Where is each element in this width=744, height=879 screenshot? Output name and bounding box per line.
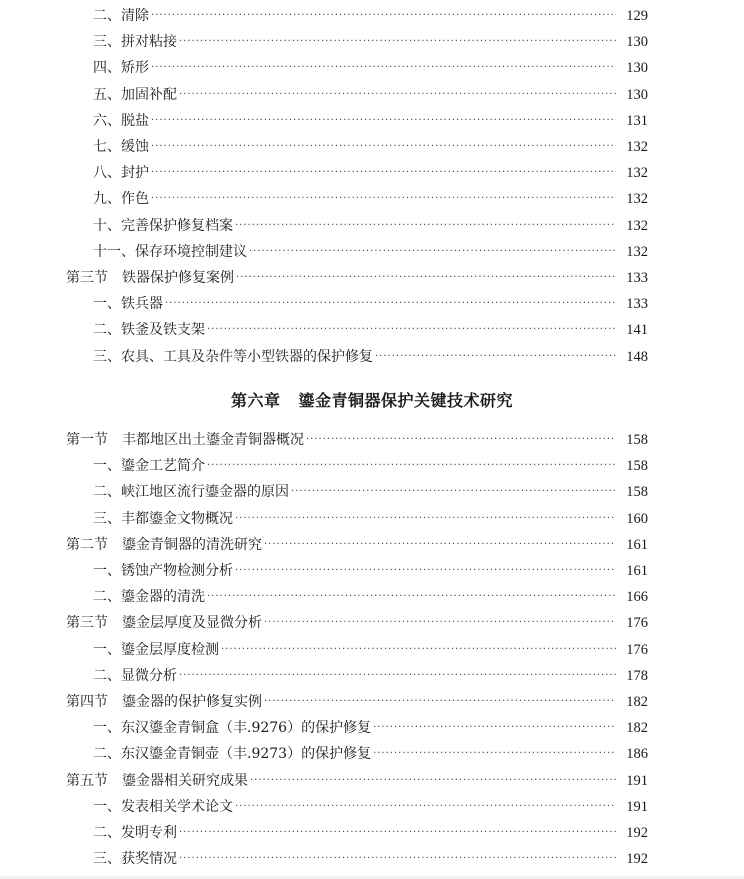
toc-entry-title xyxy=(93,589,205,605)
toc-entry[interactable] xyxy=(0,637,744,663)
dot-leader xyxy=(250,773,616,789)
toc-entry[interactable] xyxy=(0,663,744,689)
toc-entry[interactable] xyxy=(0,558,744,584)
toc-entry-text: 二、清除 xyxy=(93,8,149,25)
toc-entry-text: 八、封护 xyxy=(93,165,149,182)
toc-entry[interactable] xyxy=(0,846,744,872)
toc-page-number: 191 xyxy=(626,772,648,789)
toc-page-number: 130 xyxy=(626,86,648,103)
toc-entry-text: 六、脱盐 xyxy=(93,112,149,129)
toc-section-entry[interactable] xyxy=(0,689,744,715)
toc-entry-title xyxy=(66,773,248,789)
toc-entry-text: 二、峡江地区流行鎏金器的原因 xyxy=(93,484,289,501)
dot-leader xyxy=(236,270,616,286)
toc-entry[interactable] xyxy=(0,453,744,479)
dot-leader xyxy=(179,851,616,867)
toc-entry[interactable] xyxy=(0,317,744,343)
toc-entry-text: 一、鎏金工艺简介 xyxy=(93,458,205,475)
dot-leader xyxy=(264,615,616,631)
toc-page-number: 192 xyxy=(626,851,648,868)
toc-entry[interactable] xyxy=(0,794,744,820)
dot-leader xyxy=(151,60,616,76)
dot-leader xyxy=(373,746,616,762)
dot-leader xyxy=(264,537,616,553)
toc-entry-text: 二、发明专利 xyxy=(93,824,177,841)
toc-page-number: 158 xyxy=(626,458,648,475)
toc-entry-title xyxy=(93,322,205,338)
toc-entry-title xyxy=(66,694,262,710)
toc-entry-title xyxy=(93,218,233,234)
toc-section-entry[interactable] xyxy=(0,532,744,558)
dot-leader xyxy=(151,139,616,155)
toc-page-number: 132 xyxy=(626,191,648,208)
toc-list-part1 xyxy=(0,3,744,370)
toc-entry[interactable] xyxy=(0,584,744,610)
toc-entry[interactable] xyxy=(0,820,744,846)
toc-section-label: 第二节 xyxy=(66,536,108,553)
toc-section-entry[interactable] xyxy=(0,610,744,636)
dot-leader xyxy=(375,349,616,365)
toc-entry-text: 七、缓蚀 xyxy=(93,139,149,156)
toc-section-entry[interactable] xyxy=(0,427,744,453)
toc-entry-title xyxy=(93,511,233,527)
toc-page-number: 182 xyxy=(626,720,648,737)
toc-section-label: 第五节 xyxy=(66,772,108,789)
toc-entry[interactable] xyxy=(0,160,744,186)
toc-page-number: 130 xyxy=(626,60,648,77)
dot-leader xyxy=(291,484,616,500)
toc-entry-title xyxy=(93,8,149,24)
toc-page-number: 166 xyxy=(626,589,648,606)
toc-page-number: 132 xyxy=(626,139,648,156)
toc-entry-title xyxy=(93,191,149,207)
dot-leader xyxy=(151,113,616,129)
toc-entry-text: 四、矫形 xyxy=(93,60,149,77)
toc-entry-title xyxy=(66,270,234,286)
dot-leader xyxy=(373,720,616,736)
toc-entry-text: 二、鎏金器的清洗 xyxy=(93,589,205,606)
dot-leader xyxy=(235,218,616,234)
toc-entry-title xyxy=(93,668,177,684)
toc-entry-title xyxy=(93,563,233,579)
toc-entry-title xyxy=(93,349,373,365)
toc-page-number: 182 xyxy=(626,693,648,710)
toc-entry[interactable] xyxy=(0,134,744,160)
toc-page-number: 158 xyxy=(626,484,648,501)
toc-entry-text: 三、丰都鎏金文物概况 xyxy=(93,510,233,527)
toc-entry-text: 铁器保护修复案例 xyxy=(122,269,234,286)
toc-entry[interactable] xyxy=(0,715,744,741)
dot-leader xyxy=(235,511,616,527)
toc-page-number: 161 xyxy=(626,563,648,580)
toc-entry[interactable] xyxy=(0,343,744,369)
toc-entry-text: 鎏金器相关研究成果 xyxy=(122,772,248,789)
toc-entry-title xyxy=(93,851,177,867)
toc-page-number: 132 xyxy=(626,217,648,234)
toc-entry-text: 十、完善保护修复档案 xyxy=(93,217,233,234)
dot-leader xyxy=(179,668,616,684)
toc-entry-title xyxy=(93,642,219,658)
dot-leader xyxy=(207,322,616,338)
dot-leader xyxy=(235,799,616,815)
toc-entry[interactable] xyxy=(0,213,744,239)
dot-leader xyxy=(306,432,616,448)
toc-entry[interactable] xyxy=(0,108,744,134)
toc-entry-text: 九、作色 xyxy=(93,191,149,208)
toc-entry-title xyxy=(66,537,262,553)
toc-entry-text: 一、铁兵器 xyxy=(93,296,163,313)
toc-page-number: 176 xyxy=(626,615,648,632)
toc-section-entry[interactable] xyxy=(0,767,744,793)
toc-entry-title xyxy=(93,296,163,312)
dot-leader xyxy=(235,563,616,579)
toc-section-label: 第三节 xyxy=(66,269,108,286)
toc-page-number: 132 xyxy=(626,165,648,182)
dot-leader xyxy=(151,165,616,181)
dot-leader xyxy=(207,589,616,605)
toc-section-label: 第三节 xyxy=(66,615,108,632)
toc-entry[interactable] xyxy=(0,741,744,767)
toc-entry-text: 一、鎏金层厚度检测 xyxy=(93,641,219,658)
toc-entry-text: 三、获奖情况 xyxy=(93,851,177,868)
toc-page-number: 161 xyxy=(626,536,648,553)
toc-section-label: 第一节 xyxy=(66,432,108,449)
toc-entry-title xyxy=(66,615,262,631)
dot-leader xyxy=(249,244,616,260)
toc-page-number: 132 xyxy=(626,243,648,260)
toc-entry-text: 五、加固补配 xyxy=(93,86,177,103)
toc-entry-text: 一、锈蚀产物检测分析 xyxy=(93,563,233,580)
dot-leader xyxy=(179,87,616,103)
toc-page-number: 158 xyxy=(626,432,648,449)
toc-entry-text: 鎏金器的保护修复实例 xyxy=(122,693,262,710)
toc-entry-text: 二、铁釜及铁支架 xyxy=(93,322,205,339)
toc-entry[interactable] xyxy=(0,479,744,505)
toc-entry[interactable] xyxy=(0,55,744,81)
toc-page-number: 192 xyxy=(626,824,648,841)
toc-entry-title xyxy=(93,799,233,815)
toc-page-number: 130 xyxy=(626,34,648,51)
toc-entry-text: 一、东汉鎏金青铜盒（丰.9276）的保护修复 xyxy=(93,720,372,737)
dot-leader xyxy=(165,296,616,312)
toc-entry-title xyxy=(93,165,149,181)
toc-entry[interactable] xyxy=(0,291,744,317)
toc-page-number: 191 xyxy=(626,798,648,815)
toc-section-entry[interactable] xyxy=(0,265,744,291)
toc-entry[interactable] xyxy=(0,506,744,532)
toc-entry-title xyxy=(93,720,371,736)
toc-entry-title xyxy=(93,113,149,129)
toc-entry-text: 十一、保存环境控制建议 xyxy=(93,243,247,260)
toc-list-part2 xyxy=(0,427,744,872)
dot-leader xyxy=(221,642,616,658)
toc-entry-text: 丰都地区出土鎏金青铜器概况 xyxy=(122,432,304,449)
toc-page-number: 141 xyxy=(626,322,648,339)
toc-page-number: 131 xyxy=(626,112,648,129)
toc-entry-title xyxy=(93,484,289,500)
toc-page-number: 160 xyxy=(626,510,648,527)
toc-page-number: 133 xyxy=(626,296,648,313)
toc-entry-title xyxy=(93,746,371,762)
toc-entry-title xyxy=(93,825,177,841)
toc-page-number: 176 xyxy=(626,641,648,658)
chapter-title: 鎏金青铜器保护关键技术研究 xyxy=(298,391,514,410)
toc-entry-text: 鎏金层厚度及显微分析 xyxy=(122,615,262,632)
toc-entry-text: 鎏金青铜器的清洗研究 xyxy=(122,536,262,553)
toc-entry[interactable] xyxy=(0,239,744,265)
chapter-heading xyxy=(0,388,744,411)
toc-entry-title xyxy=(93,139,149,155)
dot-leader xyxy=(179,34,616,50)
toc-entry-title xyxy=(66,432,304,448)
toc-entry-text: 三、农具、工具及杂件等小型铁器的保护修复 xyxy=(93,348,373,365)
dot-leader xyxy=(264,694,616,710)
toc-entry[interactable] xyxy=(0,29,744,55)
toc-page-number: 133 xyxy=(626,269,648,286)
toc-entry-text: 二、显微分析 xyxy=(93,667,177,684)
toc-entry-text: 三、拼对粘接 xyxy=(93,34,177,51)
dot-leader xyxy=(179,825,616,841)
dot-leader xyxy=(207,458,616,474)
toc-entry-text: 一、发表相关学术论文 xyxy=(93,798,233,815)
toc-entry-text: 二、东汉鎏金青铜壶（丰.9273）的保护修复 xyxy=(93,746,372,763)
dot-leader xyxy=(151,191,616,207)
chapter-number: 第六章 xyxy=(230,391,281,410)
toc-entry-title xyxy=(93,87,177,103)
toc-page-number: 186 xyxy=(626,746,648,763)
toc-entry-title xyxy=(93,60,149,76)
toc-entry-title xyxy=(93,458,205,474)
toc-page-number: 178 xyxy=(626,667,648,684)
toc-entry[interactable] xyxy=(0,82,744,108)
toc-page-number: 148 xyxy=(626,348,648,365)
toc-entry-title xyxy=(93,34,177,50)
toc-section-label: 第四节 xyxy=(66,693,108,710)
toc-entry[interactable] xyxy=(0,3,744,29)
toc-page-number: 129 xyxy=(626,8,648,25)
toc-entry-title xyxy=(93,244,247,260)
dot-leader xyxy=(151,8,616,24)
toc-entry[interactable] xyxy=(0,186,744,212)
